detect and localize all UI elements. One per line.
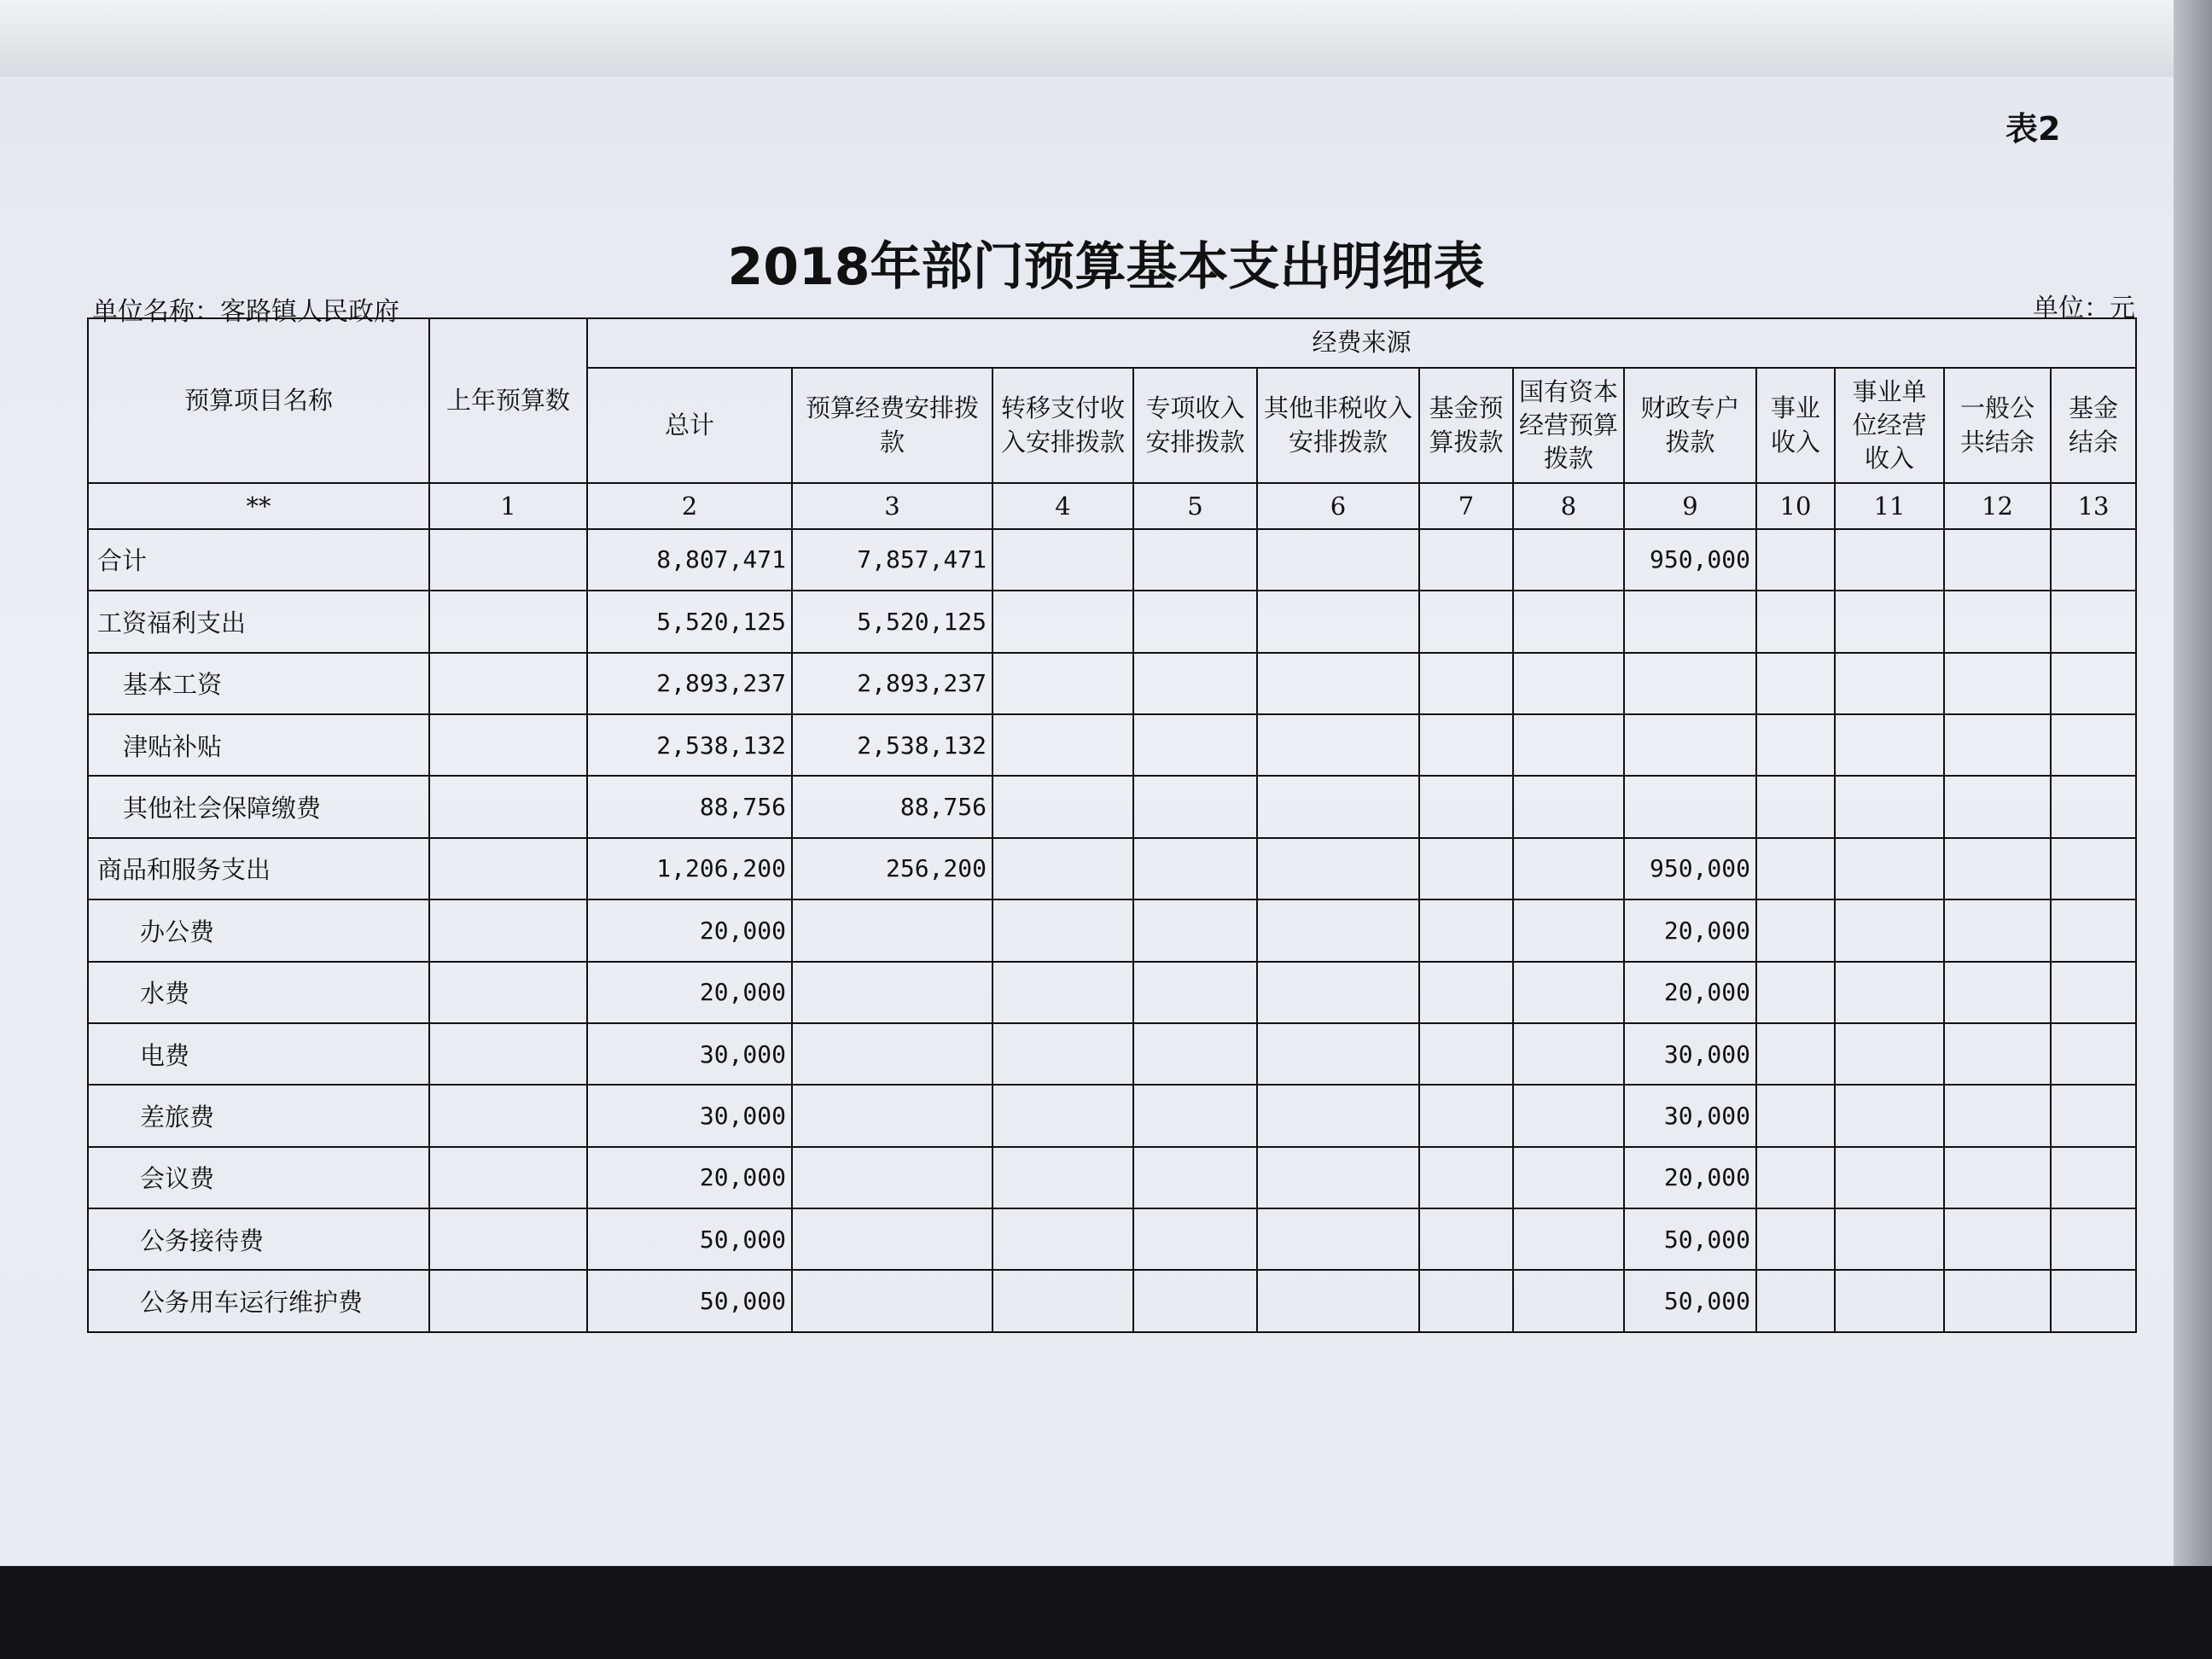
value-cell bbox=[2051, 962, 2136, 1023]
photo-background-top bbox=[0, 0, 2212, 77]
table-row bbox=[88, 776, 2136, 837]
value-cell bbox=[2051, 899, 2136, 961]
value-cell: 7,857,471 bbox=[792, 529, 992, 591]
value-cell bbox=[1133, 1270, 1257, 1332]
value-cell bbox=[1419, 1208, 1513, 1270]
value-cell bbox=[1756, 591, 1835, 652]
value-cell bbox=[1944, 899, 2051, 961]
value-cell bbox=[1419, 899, 1513, 961]
table-row bbox=[88, 1023, 2136, 1085]
value-cell bbox=[1756, 714, 1835, 776]
header-item-name: 预算项目名称 bbox=[88, 318, 429, 483]
value-cell bbox=[1513, 899, 1624, 961]
value-cell bbox=[792, 899, 992, 961]
value-cell: 50,000 bbox=[587, 1270, 792, 1332]
value-cell: 950,000 bbox=[1624, 838, 1756, 899]
value-cell bbox=[1835, 1147, 1944, 1208]
value-cell bbox=[1257, 1023, 1419, 1085]
header-col: 总计 bbox=[587, 368, 792, 483]
value-cell: 30,000 bbox=[587, 1023, 792, 1085]
table-row bbox=[88, 1147, 2136, 1208]
value-cell bbox=[2051, 776, 2136, 837]
value-cell bbox=[992, 962, 1133, 1023]
value-cell bbox=[992, 838, 1133, 899]
value-cell: 2,893,237 bbox=[587, 653, 792, 714]
value-cell bbox=[2051, 591, 2136, 652]
value-cell bbox=[429, 653, 587, 714]
value-cell bbox=[1835, 838, 1944, 899]
value-cell: 88,756 bbox=[587, 776, 792, 837]
value-cell bbox=[2051, 653, 2136, 714]
header-col: 转移支付收入安排拨款 bbox=[992, 368, 1133, 483]
value-cell bbox=[1835, 1208, 1944, 1270]
table-row bbox=[88, 653, 2136, 714]
value-cell: 30,000 bbox=[1624, 1023, 1756, 1085]
value-cell bbox=[1419, 1270, 1513, 1332]
value-cell bbox=[2051, 1270, 2136, 1332]
organization-label: 单位名称：客路镇人民政府 bbox=[92, 297, 399, 327]
value-cell bbox=[1257, 1208, 1419, 1270]
value-cell bbox=[1944, 529, 2051, 591]
value-cell bbox=[1513, 653, 1624, 714]
row-name: 水费 bbox=[88, 962, 429, 1023]
value-cell: 20,000 bbox=[1624, 962, 1756, 1023]
value-cell bbox=[1944, 1270, 2051, 1332]
value-cell bbox=[1944, 962, 2051, 1023]
row-name: 工资福利支出 bbox=[88, 591, 429, 652]
value-cell bbox=[1944, 1208, 2051, 1270]
table-row bbox=[88, 1208, 2136, 1270]
value-cell bbox=[1419, 529, 1513, 591]
value-cell bbox=[1133, 776, 1257, 837]
header-col: 专项收入安排拨款 bbox=[1133, 368, 1257, 483]
index-cell: 7 bbox=[1419, 483, 1513, 529]
value-cell bbox=[429, 776, 587, 837]
value-cell bbox=[1835, 591, 1944, 652]
value-cell bbox=[1133, 962, 1257, 1023]
value-cell bbox=[1257, 529, 1419, 591]
index-cell: 5 bbox=[1133, 483, 1257, 529]
value-cell bbox=[1133, 714, 1257, 776]
value-cell bbox=[2051, 1147, 2136, 1208]
value-cell bbox=[1756, 1085, 1835, 1146]
value-cell bbox=[1513, 1023, 1624, 1085]
value-cell bbox=[1835, 899, 1944, 961]
value-cell bbox=[2051, 1085, 2136, 1146]
value-cell bbox=[992, 591, 1133, 652]
value-cell bbox=[1513, 529, 1624, 591]
table-number: 表2 bbox=[2005, 110, 2061, 148]
value-cell bbox=[429, 1147, 587, 1208]
index-cell: 2 bbox=[587, 483, 792, 529]
value-cell bbox=[429, 1208, 587, 1270]
value-cell bbox=[792, 1147, 992, 1208]
value-cell: 50,000 bbox=[1624, 1270, 1756, 1332]
value-cell bbox=[2051, 838, 2136, 899]
table-row bbox=[88, 714, 2136, 776]
index-cell: 8 bbox=[1513, 483, 1624, 529]
value-cell bbox=[1756, 838, 1835, 899]
header-col: 财政专户拨款 bbox=[1624, 368, 1756, 483]
value-cell bbox=[1419, 1147, 1513, 1208]
table-row bbox=[88, 1270, 2136, 1332]
value-cell: 8,807,471 bbox=[587, 529, 792, 591]
index-cell: 6 bbox=[1257, 483, 1419, 529]
index-cell: 11 bbox=[1835, 483, 1944, 529]
row-name: 差旅费 bbox=[88, 1085, 429, 1146]
row-name: 办公费 bbox=[88, 899, 429, 961]
value-cell bbox=[792, 1270, 992, 1332]
header-col: 基金结余 bbox=[2051, 368, 2136, 483]
value-cell bbox=[429, 1270, 587, 1332]
value-cell bbox=[1944, 591, 2051, 652]
value-cell: 20,000 bbox=[1624, 899, 1756, 961]
header-col: 一般公共结余 bbox=[1944, 368, 2051, 483]
value-cell bbox=[1419, 1023, 1513, 1085]
row-name: 基本工资 bbox=[88, 653, 429, 714]
value-cell bbox=[1835, 962, 1944, 1023]
row-name: 合计 bbox=[88, 529, 429, 591]
index-cell: 13 bbox=[2051, 483, 2136, 529]
header-col: 国有资本经营预算拨款 bbox=[1513, 368, 1624, 483]
value-cell bbox=[1835, 1270, 1944, 1332]
header-prev-year: 上年预算数 bbox=[429, 318, 587, 483]
value-cell bbox=[1257, 1270, 1419, 1332]
header-col: 其他非税收入安排拨款 bbox=[1257, 368, 1419, 483]
row-name: 会议费 bbox=[88, 1147, 429, 1208]
header-funding-source: 经费来源 bbox=[587, 318, 2136, 368]
value-cell bbox=[1835, 714, 1944, 776]
value-cell bbox=[1835, 776, 1944, 837]
value-cell bbox=[429, 1085, 587, 1146]
value-cell bbox=[1835, 1023, 1944, 1085]
value-cell bbox=[1513, 1085, 1624, 1146]
value-cell: 950,000 bbox=[1624, 529, 1756, 591]
value-cell bbox=[1624, 591, 1756, 652]
value-cell bbox=[992, 714, 1133, 776]
value-cell bbox=[992, 529, 1133, 591]
row-name: 津贴补贴 bbox=[88, 714, 429, 776]
value-cell: 20,000 bbox=[1624, 1147, 1756, 1208]
table-row bbox=[88, 838, 2136, 899]
header-col: 事业单位经营收入 bbox=[1835, 368, 1944, 483]
value-cell: 20,000 bbox=[587, 1147, 792, 1208]
value-cell bbox=[1133, 591, 1257, 652]
value-cell bbox=[1944, 653, 2051, 714]
value-cell bbox=[1257, 962, 1419, 1023]
value-cell bbox=[1513, 1270, 1624, 1332]
value-cell bbox=[992, 1147, 1133, 1208]
value-cell bbox=[792, 1085, 992, 1146]
value-cell bbox=[992, 1208, 1133, 1270]
value-cell bbox=[1513, 1208, 1624, 1270]
value-cell bbox=[1513, 838, 1624, 899]
value-cell bbox=[1419, 714, 1513, 776]
value-cell bbox=[1835, 653, 1944, 714]
value-cell bbox=[1513, 962, 1624, 1023]
value-cell bbox=[1756, 962, 1835, 1023]
value-cell bbox=[1419, 776, 1513, 837]
value-cell bbox=[1624, 714, 1756, 776]
page-title: 2018年部门预算基本支出明细表 bbox=[727, 237, 1485, 297]
value-cell bbox=[992, 776, 1133, 837]
value-cell bbox=[1257, 714, 1419, 776]
value-cell: 30,000 bbox=[1624, 1085, 1756, 1146]
value-cell bbox=[2051, 714, 2136, 776]
index-cell: 4 bbox=[992, 483, 1133, 529]
value-cell bbox=[429, 899, 587, 961]
table-row bbox=[88, 1085, 2136, 1146]
value-cell bbox=[1133, 838, 1257, 899]
value-cell bbox=[1133, 1147, 1257, 1208]
value-cell bbox=[429, 838, 587, 899]
value-cell bbox=[1257, 838, 1419, 899]
photo-background-bottom bbox=[0, 1566, 2212, 1659]
value-cell bbox=[1133, 899, 1257, 961]
value-cell bbox=[1257, 1085, 1419, 1146]
value-cell bbox=[1133, 653, 1257, 714]
value-cell bbox=[1944, 1023, 2051, 1085]
value-cell bbox=[1835, 529, 1944, 591]
value-cell bbox=[1513, 1147, 1624, 1208]
value-cell bbox=[1257, 899, 1419, 961]
value-cell bbox=[429, 529, 587, 591]
value-cell bbox=[1133, 1023, 1257, 1085]
value-cell bbox=[2051, 1208, 2136, 1270]
value-cell bbox=[1944, 1147, 2051, 1208]
value-cell bbox=[1756, 529, 1835, 591]
value-cell bbox=[2051, 1023, 2136, 1085]
header-col: 基金预算拨款 bbox=[1419, 368, 1513, 483]
value-cell: 88,756 bbox=[792, 776, 992, 837]
value-cell bbox=[1133, 1085, 1257, 1146]
value-cell bbox=[1756, 776, 1835, 837]
index-cell: 10 bbox=[1756, 483, 1835, 529]
table-row bbox=[88, 962, 2136, 1023]
value-cell: 5,520,125 bbox=[792, 591, 992, 652]
value-cell bbox=[792, 1023, 992, 1085]
value-cell bbox=[1624, 653, 1756, 714]
value-cell: 2,893,237 bbox=[792, 653, 992, 714]
value-cell bbox=[1756, 1147, 1835, 1208]
value-cell bbox=[1133, 1208, 1257, 1270]
value-cell bbox=[429, 591, 587, 652]
value-cell: 20,000 bbox=[587, 962, 792, 1023]
value-cell bbox=[1513, 714, 1624, 776]
value-cell bbox=[1756, 899, 1835, 961]
table-row bbox=[88, 899, 2136, 961]
value-cell: 2,538,132 bbox=[587, 714, 792, 776]
value-cell: 30,000 bbox=[587, 1085, 792, 1146]
value-cell bbox=[992, 653, 1133, 714]
value-cell bbox=[1419, 591, 1513, 652]
value-cell: 5,520,125 bbox=[587, 591, 792, 652]
row-name: 其他社会保障缴费 bbox=[88, 776, 429, 837]
value-cell bbox=[429, 1023, 587, 1085]
value-cell: 256,200 bbox=[792, 838, 992, 899]
value-cell bbox=[1257, 776, 1419, 837]
value-cell bbox=[429, 962, 587, 1023]
value-cell: 50,000 bbox=[587, 1208, 792, 1270]
value-cell: 50,000 bbox=[1624, 1208, 1756, 1270]
value-cell: 2,538,132 bbox=[792, 714, 992, 776]
value-cell: 1,206,200 bbox=[587, 838, 792, 899]
value-cell bbox=[1419, 653, 1513, 714]
value-cell bbox=[1835, 1085, 1944, 1146]
value-cell bbox=[1756, 1270, 1835, 1332]
value-cell bbox=[1944, 714, 2051, 776]
value-cell bbox=[992, 1270, 1133, 1332]
value-cell bbox=[1513, 776, 1624, 837]
index-cell: 3 bbox=[792, 483, 992, 529]
value-cell bbox=[992, 1023, 1133, 1085]
row-name: 公务接待费 bbox=[88, 1208, 429, 1270]
value-cell bbox=[992, 1085, 1133, 1146]
header-col: 预算经费安排拨款 bbox=[792, 368, 992, 483]
value-cell: 20,000 bbox=[587, 899, 792, 961]
value-cell bbox=[1513, 591, 1624, 652]
index-cell: 12 bbox=[1944, 483, 2051, 529]
unit-label: 单位：元 bbox=[2033, 294, 2135, 323]
index-row bbox=[88, 483, 2136, 529]
row-name: 公务用车运行维护费 bbox=[88, 1270, 429, 1332]
value-cell bbox=[429, 714, 587, 776]
index-cell: 9 bbox=[1624, 483, 1756, 529]
value-cell bbox=[1756, 1023, 1835, 1085]
value-cell bbox=[2051, 529, 2136, 591]
value-cell bbox=[1756, 653, 1835, 714]
budget-table bbox=[87, 317, 2137, 1333]
value-cell bbox=[1419, 962, 1513, 1023]
row-name: 电费 bbox=[88, 1023, 429, 1085]
index-cell: ** bbox=[88, 483, 429, 529]
value-cell bbox=[792, 1208, 992, 1270]
value-cell bbox=[1756, 1208, 1835, 1270]
value-cell bbox=[1944, 838, 2051, 899]
value-cell bbox=[1257, 591, 1419, 652]
value-cell bbox=[1944, 776, 2051, 837]
index-cell: 1 bbox=[429, 483, 587, 529]
table-row bbox=[88, 529, 2136, 591]
value-cell bbox=[792, 962, 992, 1023]
header-col: 事业收入 bbox=[1756, 368, 1835, 483]
value-cell bbox=[1944, 1085, 2051, 1146]
table-row bbox=[88, 591, 2136, 652]
row-name: 商品和服务支出 bbox=[88, 838, 429, 899]
value-cell bbox=[1624, 776, 1756, 837]
value-cell bbox=[1133, 529, 1257, 591]
value-cell bbox=[1257, 1147, 1419, 1208]
value-cell bbox=[1419, 1085, 1513, 1146]
value-cell bbox=[992, 899, 1133, 961]
value-cell bbox=[1419, 838, 1513, 899]
value-cell bbox=[1257, 653, 1419, 714]
